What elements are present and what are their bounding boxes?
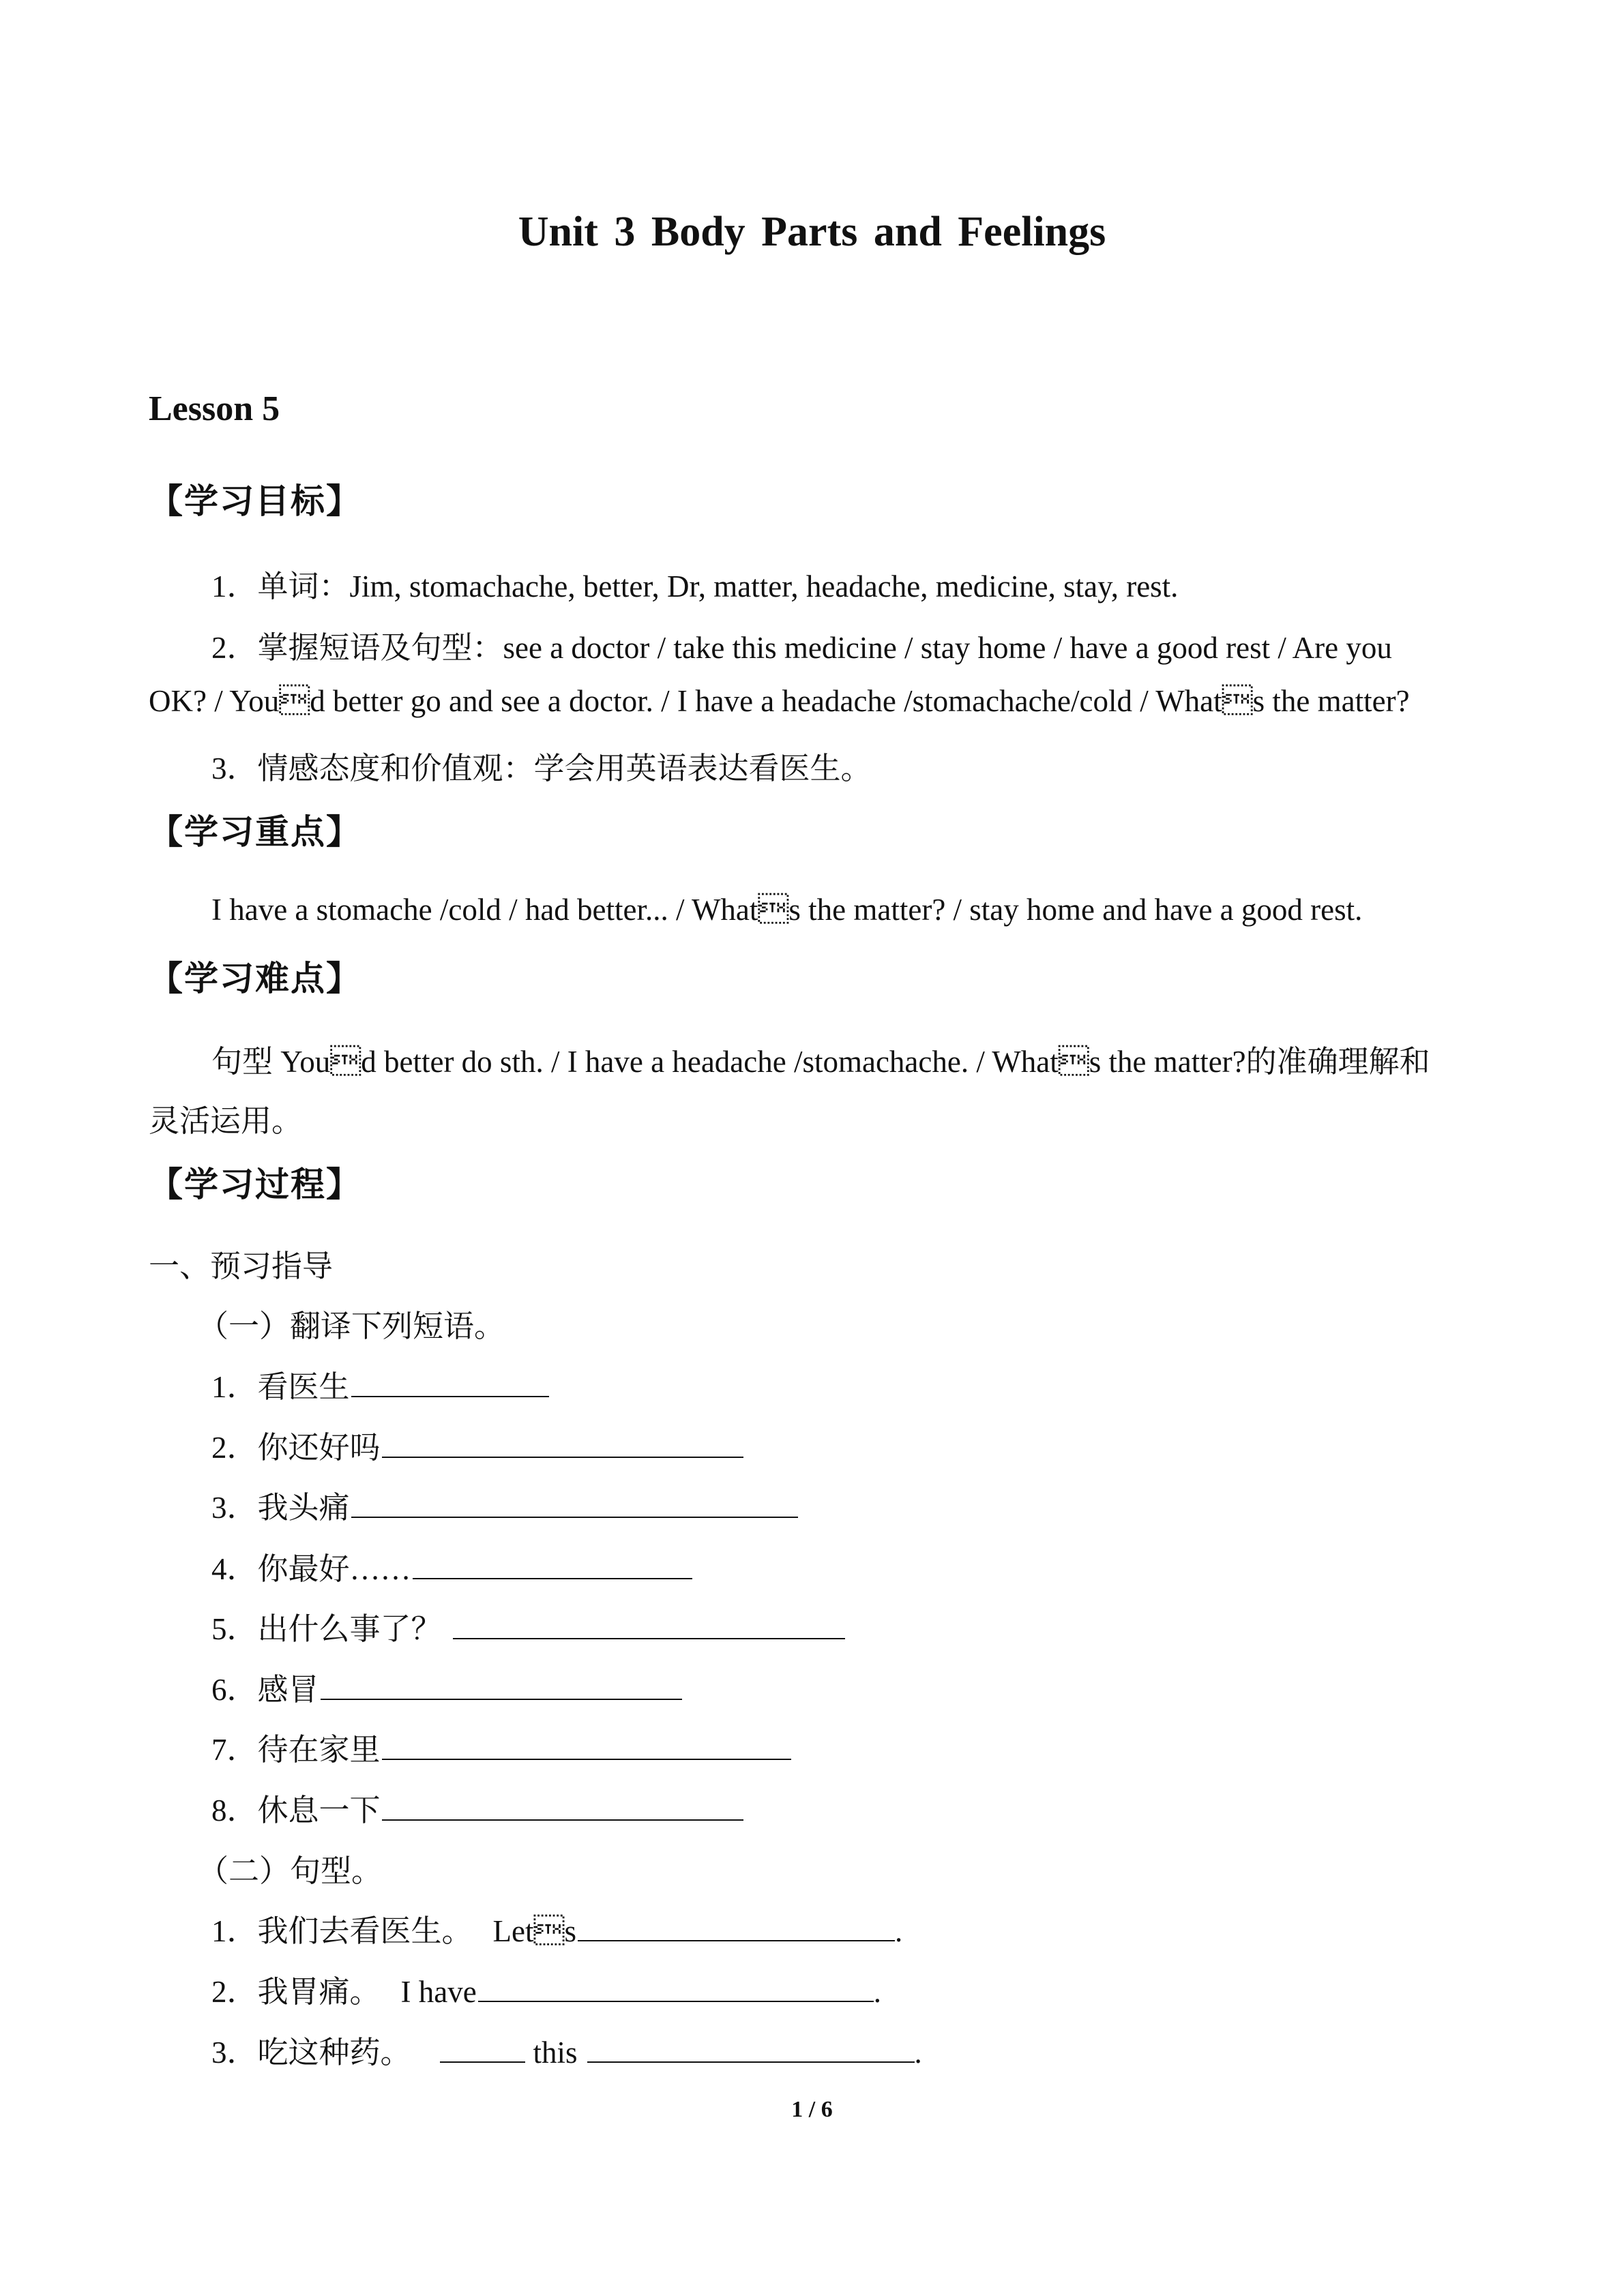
answer-blank[interactable] bbox=[440, 2034, 525, 2063]
preview-guide-label: 一、预习指导 bbox=[149, 1249, 334, 1283]
answer-blank[interactable] bbox=[578, 1913, 895, 1941]
phrase-item: 7．待在家里 bbox=[211, 1725, 791, 1769]
phrase-item: 6．感冒 bbox=[211, 1665, 682, 1709]
answer-blank[interactable] bbox=[321, 1671, 682, 1700]
difficulties-line-1: 句型 Youd better do sth. / I have a headache /stomachache. / Whats the matter?的准确理解和 bbox=[211, 1045, 1430, 1079]
answer-blank[interactable] bbox=[453, 1611, 845, 1639]
difficulties-line-2: 灵活运用。 bbox=[149, 1104, 303, 1138]
answer-blank[interactable] bbox=[413, 1551, 692, 1579]
phrase-item: 1．看医生 bbox=[211, 1362, 549, 1406]
objective-item-2-line-1: 2．掌握短语及句型：see a doctor / take this medicine / stay home / have a good rest / Are you bbox=[211, 631, 1392, 665]
answer-blank[interactable] bbox=[587, 2034, 915, 2063]
sentence-item: 3．吃这种药。 this . bbox=[211, 2036, 922, 2070]
answer-blank[interactable] bbox=[382, 1429, 743, 1458]
key-points-heading: 【学习重点】 bbox=[149, 812, 361, 852]
phrase-item: 3．我头痛 bbox=[211, 1482, 798, 1527]
sentence-item: 1．我们去看医生。 Lets . bbox=[211, 1914, 903, 1948]
objective-item-1: 1．单词：Jim, stomachache, better, Dr, matter, headache, medicine, stay, rest. bbox=[211, 569, 1179, 603]
translate-phrases-label: （一）翻译下列短语。 bbox=[198, 1309, 505, 1343]
phrase-item: 8．休息一下 bbox=[211, 1785, 743, 1830]
objective-item-2-line-2: OK? / Youd better go and see a doctor. / I have a headache /stomachache/cold / Whats the matter? bbox=[149, 684, 1410, 718]
process-heading: 【学习过程】 bbox=[149, 1165, 361, 1204]
answer-blank[interactable] bbox=[382, 1792, 743, 1821]
answer-blank[interactable] bbox=[351, 1489, 798, 1518]
answer-blank[interactable] bbox=[478, 1973, 874, 2002]
page-number: 1 / 6 bbox=[791, 2097, 833, 2122]
difficulties-heading: 【学习难点】 bbox=[149, 959, 361, 998]
objectives-heading: 【学习目标】 bbox=[149, 481, 361, 521]
lesson-heading: Lesson 5 bbox=[149, 389, 280, 428]
phrase-item: 5．出什么事了？ bbox=[211, 1604, 845, 1648]
page-title: Unit 3 Body Parts and Feelings bbox=[518, 209, 1106, 255]
phrase-item: 4．你最好…… bbox=[211, 1544, 692, 1588]
objective-item-3: 3．情感态度和价值观：学会用英语表达看医生。 bbox=[211, 751, 872, 786]
answer-blank[interactable] bbox=[382, 1731, 791, 1760]
key-points-text: I have a stomache /cold / had better... / Whats the matter? / stay home and have a good rest. bbox=[211, 893, 1363, 927]
sentence-item: 2．我胃痛。 I have . bbox=[211, 1975, 881, 2009]
sentence-patterns-label: （二）句型。 bbox=[198, 1854, 383, 1888]
phrase-item: 2．你还好吗 bbox=[211, 1422, 743, 1467]
answer-blank[interactable] bbox=[351, 1369, 549, 1397]
